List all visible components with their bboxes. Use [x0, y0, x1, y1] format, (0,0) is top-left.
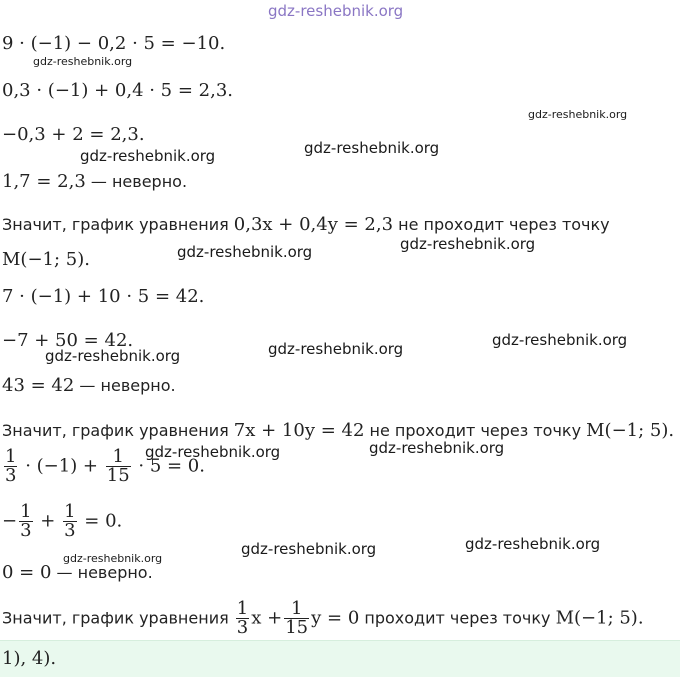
step-line-6: −7 + 50 = 42.: [2, 330, 134, 351]
watermark: gdz-reshebnik.org: [177, 243, 313, 261]
step-line-1: 9 · (−1) − 0,2 · 5 = −10.: [2, 33, 226, 54]
fraction: $\frac{1}{3}$: [5, 446, 17, 486]
step-line-4: [2, 171, 187, 193]
fraction: $\frac{1}{3}$: [236, 598, 249, 638]
watermark: gdz-reshebnik.org: [80, 147, 216, 165]
point-line: M(−1; 5).: [2, 249, 90, 270]
verdict-text: — неверно.: [74, 376, 176, 395]
conclusion-text: проходит через точку: [359, 608, 556, 628]
watermark: gdz-reshebnik.org: [492, 331, 628, 349]
answer-text: 1), 4).: [2, 648, 57, 669]
equation: 0 = 0: [2, 562, 52, 583]
expression-part: · 5 = 0.: [138, 455, 205, 477]
watermark: gdz-reshebnik.org: [145, 443, 281, 461]
conclusion-line-1: [2, 214, 610, 236]
expression-part: · (−1) +: [25, 455, 99, 477]
point-label: M(−1; 5).: [586, 420, 675, 441]
watermark: gdz-reshebnik.org: [268, 340, 404, 358]
conclusion-text: не проходит через точку: [393, 215, 610, 234]
watermark: gdz-reshebnik.org: [400, 235, 536, 253]
minus-sign: −: [2, 510, 18, 532]
step-line-8: [2, 448, 205, 485]
watermark: gdz-reshebnik.org: [33, 55, 133, 68]
watermark: gdz-reshebnik.org: [63, 552, 163, 565]
step-line-10: [2, 562, 153, 584]
conclusion-text: Значит, график уравнения: [2, 421, 234, 440]
watermark: gdz-reshebnik.org: [241, 540, 377, 558]
verdict-text: — неверно.: [85, 172, 188, 191]
fraction: $\frac{1}{3}$: [20, 501, 32, 541]
watermark: gdz-reshebnik.org: [528, 108, 628, 121]
watermark: gdz-reshebnik.org: [45, 347, 181, 365]
equation: 7x + 10y = 42: [233, 420, 365, 441]
equation: 43 = 42: [2, 375, 75, 396]
watermark: gdz-reshebnik.org: [304, 139, 440, 157]
conclusion-text: Значит, график уравнения: [2, 608, 234, 628]
expression-part: y = 0: [311, 607, 360, 629]
equation: 1,7 = 2,3: [2, 171, 86, 192]
plus-sign: +: [40, 510, 56, 532]
expression-part: = 0.: [84, 510, 123, 532]
fraction: $\frac{1}{15}$: [106, 446, 130, 486]
step-line-2: 0,3 · (−1) + 0,4 · 5 = 2,3.: [2, 80, 234, 101]
watermark: gdz-reshebnik.org: [465, 535, 601, 553]
answer-box: [0, 640, 680, 677]
expression-part: x +: [251, 607, 283, 629]
fraction: $\frac{1}{3}$: [64, 501, 76, 541]
conclusion-line-3: [2, 600, 644, 637]
step-line-7: [2, 375, 176, 397]
verdict-text: — неверно.: [51, 563, 153, 582]
watermark-top: gdz-reshebnik.org: [268, 2, 404, 20]
watermark: gdz-reshebnik.org: [369, 439, 505, 457]
conclusion-text: не проходит через точку: [364, 421, 587, 440]
conclusion-line-2: [2, 420, 674, 442]
step-line-3: −0,3 + 2 = 2,3.: [2, 124, 145, 145]
step-line-5: 7 · (−1) + 10 · 5 = 42.: [2, 286, 205, 307]
step-line-9: [2, 503, 122, 540]
fraction: $\frac{1}{15}$: [285, 598, 309, 638]
conclusion-text: Значит, график уравнения: [2, 215, 234, 234]
equation: 0,3x + 0,4y = 2,3: [233, 214, 394, 235]
point-label: M(−1; 5).: [555, 607, 644, 629]
